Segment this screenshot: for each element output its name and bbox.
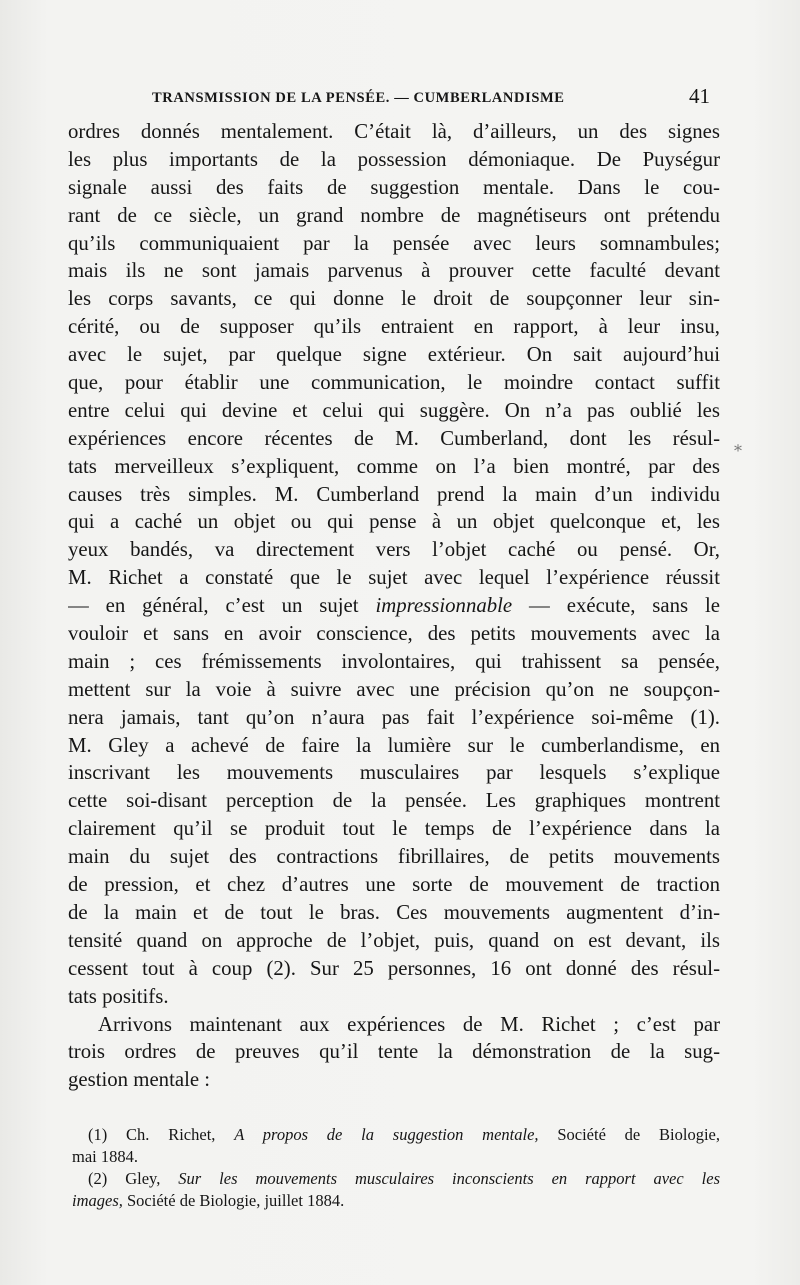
text-line-with-italic [68,592,720,620]
text-line: cette soi-disant perception de la pensée. Les graphiques montrent [68,789,720,813]
text-line: qu’ils communiquaient par la pensée avec leurs somnambules; [68,231,720,255]
footnote-2 [88,1168,720,1190]
text-fragment: Société de Biologie, juillet 1884. [122,1191,345,1210]
text-line: trois ordres de preuves qu’il tente la démonstration de la sug- [68,1040,720,1064]
running-title: TRANSMISSION DE LA PENSÉE. — CUMBERLANDISME [152,90,565,106]
text-line: de la main et de tout le bras. Ces mouvements augmentent d’in- [68,900,720,924]
text-line: inscrivant les mouvements musculaires par lesquels s’explique [68,761,720,785]
text-fragment: — en général, c’est un sujet [68,594,376,618]
body-text [68,118,720,1094]
italic-word: impressionnable [375,594,513,618]
footnote-1 [88,1124,720,1146]
text-line: expériences encore récentes de M. Cumberland, dont les résul- [68,426,720,450]
text-line: rant de ce siècle, un grand nombre de magnétiseurs ont prétendu [68,203,720,227]
text-line: causes très simples. M. Cumberland prend la main d’un individu [68,482,720,506]
text-line: M. Gley a achevé de faire la lumière sur le cumberlandisme, en [68,733,720,757]
text-line: mais ils ne sont jamais parvenus à prouver cette faculté devant [68,259,720,283]
text-line: yeux bandés, va directement vers l’objet caché ou pensé. Or, [68,538,720,562]
text-line: les plus importants de la possession démoniaque. De Puységur [68,147,720,171]
footnote-1-continuation: mai 1884. [72,1147,138,1166]
text-line: Arrivons maintenant aux expériences de M. Richet ; c’est par [98,1012,720,1036]
text-line: avec le sujet, par quelque signe extérieur. On sait aujourd’hui [68,343,720,367]
footnote-2-continuation [72,1190,720,1212]
text-line: tensité quand on approche de l’objet, puis, quand on est devant, ils [68,928,720,952]
text-line: ordres donnés mentalement. C’était là, d’ailleurs, un des signes [68,120,720,143]
text-line: cérité, ou de supposer qu’ils entraient en rapport, à leur insu, [68,315,720,339]
text-line: tats positifs. [68,984,169,1008]
text-line: vouloir et sans en avoir conscience, des petits mouvements avec la [68,622,720,646]
text-line: les corps savants, ce qui donne le droit de soupçonner leur sin- [68,287,720,311]
italic-title: Sur les mouvements musculaires inconscients en rapport avec les [178,1169,720,1188]
italic-title: A propos de la suggestion mentale, [234,1125,539,1144]
text-fragment: (1) Ch. Richet, [88,1125,235,1144]
text-line: cessent tout à coup (2). Sur 25 personnes, 16 ont donné des résul- [68,956,720,980]
text-line: nera jamais, tant qu’on n’aura pas fait l’expérience soi-même (1). [68,705,720,729]
text-fragment: — exécute, sans le [512,594,720,618]
text-fragment: (2) Gley, [88,1169,179,1188]
text-line: entre celui qui devine et celui qui suggère. On n’a pas oublié les [68,398,720,422]
text-line: main du sujet des contractions fibrillaires, de petits mouvements [68,845,720,869]
text-fragment: Société de Biologie, [538,1125,720,1144]
text-line: gestion mentale : [68,1068,211,1092]
text-line: que, pour établir une communication, le moindre contact suffit [68,371,720,395]
text-line: tats merveilleux s’expliquent, comme on l’a bien montré, par des [68,454,720,478]
footnotes [72,1124,720,1212]
running-head [72,84,720,112]
text-line: signale aussi des faits de suggestion mentale. Dans le cou- [68,175,720,199]
text-line: M. Richet a constaté que le sujet avec lequel l’expérience réussit [68,566,720,590]
text-line: main ; ces frémissements involontaires, qui trahissent sa pensée, [68,649,720,673]
italic-title: images, [72,1191,123,1210]
page-number: 41 [689,84,710,108]
text-line: mettent sur la voie à suivre avec une précision qu’on ne soupçon- [68,677,720,701]
text-line: de pression, et chez d’autres une sorte de mouvement de traction [68,873,720,897]
margin-annotation-mark: ⁎ [734,438,742,455]
text-line: qui a caché un objet ou qui pense à un objet quelconque et, les [68,510,720,534]
text-line: clairement qu’il se produit tout le temps de l’expérience dans la [68,817,720,841]
